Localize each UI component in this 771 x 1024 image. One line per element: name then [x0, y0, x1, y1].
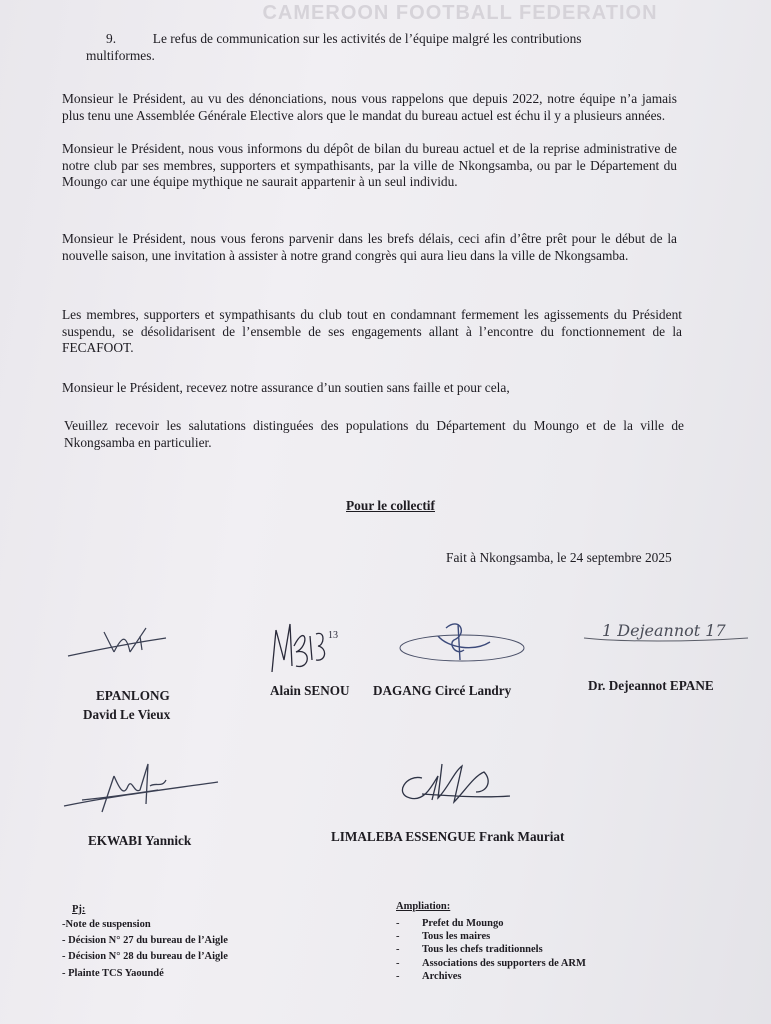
paragraph-ag-elective: Monsieur le Président, au vu des dénonciations, nous vous rappelons que depuis 2022, notre équipe n’a jamais plus tenu une Assemblée Générale Elective alors que le mandat du bureau actuel est échu il y a plusieurs années. [62, 91, 677, 123]
signatory-epane: Dr. Dejeannot EPANE [588, 678, 714, 693]
signatory-limaleba: LIMALEBA ESSENGUE Frank Mauriat [331, 829, 565, 844]
signature-epanlong [66, 622, 186, 662]
paragraph-desolidarisation: Les membres, supporters et sympathisants du club tout en condamnant fermement les agissements du Président suspendu, se désolidarisent de l’ensemble de ses engagements allant à l’encontre du fonctionnement de la FECAFOOT. [62, 307, 682, 355]
signature-ekwabi [62, 760, 222, 820]
ampliation-title: Ampliation: [396, 901, 451, 912]
paragraph-depot-bilan: Monsieur le Président, nous vous informons du dépôt de bilan du bureau actuel et de la reprise administrative de notre club par ses membres, supporters et sympathisants, par la ville de Nkongsamba, ou par le Département du Moungo car une équipe mythique ne saurait appartenir à un seul individu. [62, 141, 677, 189]
ampliation-item: - Prefet du Moungo [396, 918, 504, 929]
ampliation-item: - Tous les chefs traditionnels [396, 944, 543, 956]
signature-epane [580, 616, 750, 650]
paragraph-invitation-congres: Monsieur le Président, nous vous ferons parvenir dans les brefs délais, ceci afin d’être prêt pour le début de la nouvelle saison, une invitation à assister à notre grand congrès qui aura lieu dans la ville de Nkongsamba. [62, 231, 677, 263]
letterhead-watermark: CAMEROON FOOTBALL FEDERATION [262, 2, 658, 24]
list-item-9-continuation: multiformes. [86, 48, 155, 63]
item-text: Le refus de communication sur les activités de l’équipe malgré les contributions [152, 31, 582, 46]
ampliation-item: - Archives [396, 970, 462, 982]
item-number: 9. [106, 31, 117, 46]
signatory-senou: Alain SENOU [270, 683, 350, 698]
signature-dagang [398, 614, 528, 666]
pj-item: -Note de suspension [62, 919, 151, 930]
ampliation-item: - Associations des supporters de ARM [396, 957, 586, 969]
list-item-9 [106, 31, 686, 48]
place-date: Fait à Nkongsamba, le 24 septembre 2025 [446, 550, 672, 565]
ampliation-item: - Tous les maires [396, 931, 491, 943]
svg-text:13: 13 [328, 630, 338, 641]
pj-list [62, 918, 228, 980]
paragraph-salutations: Veuillez recevoir les salutations distinguées des populations du Département du Moungo et de la ville de Nkongsamba en particulier. [64, 418, 684, 450]
pj-item: - Décision N° 27 du bureau de l’Aigle [62, 935, 228, 947]
svg-text:1 Dejeannot 17: 1 Dejeannot 17 [602, 621, 726, 640]
signature-limaleba [392, 758, 522, 810]
signatory-dagang: DAGANG Circé Landry [373, 683, 512, 698]
pj-title: Pj: [72, 904, 86, 915]
signature-senou [266, 616, 356, 678]
signatory-ekwabi: EKWABI Yannick [88, 833, 192, 848]
pj-item: - Décision N° 28 du bureau de l’Aigle [62, 951, 228, 963]
paragraph-assurance: Monsieur le Président, recevez notre assurance d’un soutien sans faille et pour cela, [62, 380, 510, 395]
signatory-epanlong-firstname: David Le Vieux [83, 707, 171, 722]
signatory-epanlong-surname: EPANLONG [96, 688, 170, 703]
pour-le-collectif: Pour le collectif [346, 498, 435, 513]
pj-item: - Plainte TCS Yaoundé [62, 967, 164, 979]
ampliation-list [396, 917, 586, 983]
